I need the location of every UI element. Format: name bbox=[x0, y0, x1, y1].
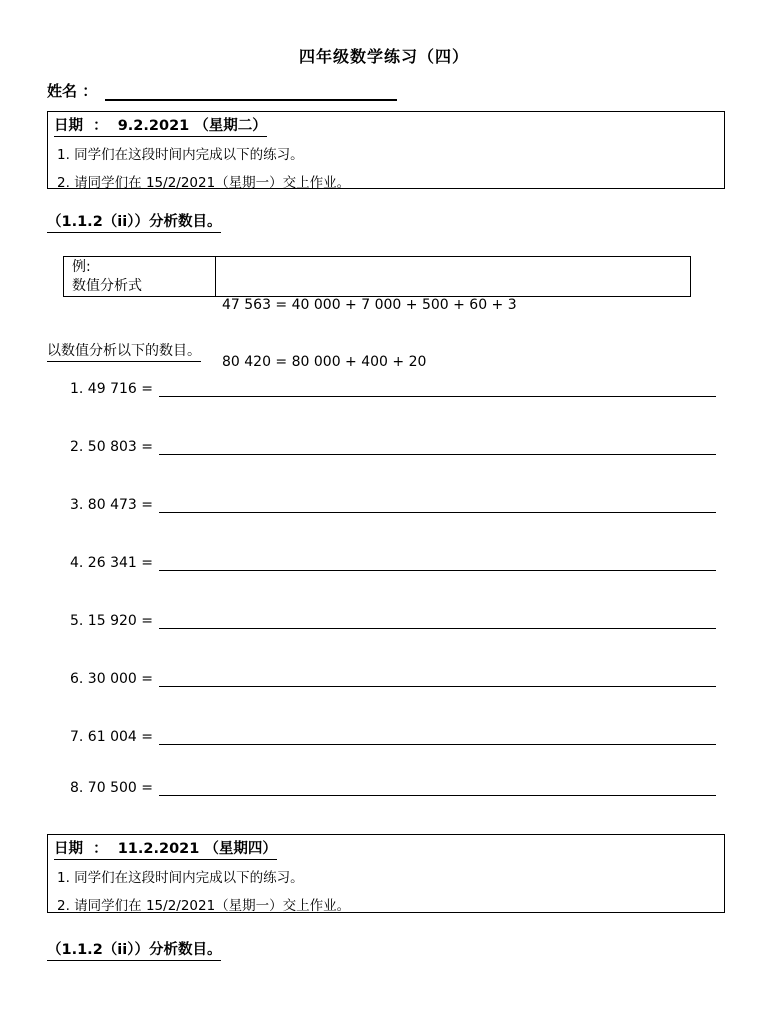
example-content-cell bbox=[216, 257, 690, 370]
answer-line-3[interactable] bbox=[159, 498, 716, 513]
note-1-2: 2. 请同学们在 15/2/2021（星期一）交上作业。 bbox=[57, 175, 351, 191]
example-label: 例: bbox=[72, 259, 91, 275]
date-label-2: 日期 ： 11.2.2021 （星期四） bbox=[54, 837, 277, 860]
example-line-2: 80 420 = 80 000 + 400 + 20 bbox=[222, 354, 427, 370]
name-row bbox=[47, 80, 397, 101]
question-row-6 bbox=[70, 671, 716, 687]
date-box-2 bbox=[47, 834, 725, 913]
name-label: 姓名 ： bbox=[47, 82, 98, 100]
question-label-5: 5. 15 920 = bbox=[70, 613, 153, 629]
question-label-3: 3. 80 473 = bbox=[70, 497, 153, 513]
answer-line-4[interactable] bbox=[159, 556, 716, 571]
section-heading-1: （1.1.2（ii））分析数目。 bbox=[47, 210, 221, 233]
note-2-1: 1. 同学们在这段时间内完成以下的练习。 bbox=[57, 870, 304, 886]
question-row-3 bbox=[70, 497, 716, 513]
answer-line-5[interactable] bbox=[159, 614, 716, 629]
section-heading-2: （1.1.2（ii））分析数目。 bbox=[47, 938, 221, 961]
question-row-2 bbox=[70, 439, 716, 455]
answer-line-6[interactable] bbox=[159, 672, 716, 687]
question-row-7 bbox=[70, 729, 716, 745]
example-line-1: 47 563 = 40 000 + 7 000 + 500 + 60 + 3 bbox=[222, 297, 517, 313]
answer-line-2[interactable] bbox=[159, 440, 716, 455]
question-row-4 bbox=[70, 555, 716, 571]
question-label-1: 1. 49 716 = bbox=[70, 381, 153, 397]
instruction-text: 以数值分析以下的数目。 bbox=[47, 340, 201, 362]
answer-line-8[interactable] bbox=[159, 781, 716, 796]
note-2-2: 2. 请同学们在 15/2/2021（星期一）交上作业。 bbox=[57, 898, 351, 914]
question-label-4: 4. 26 341 = bbox=[70, 555, 153, 571]
date-box-1 bbox=[47, 111, 725, 189]
question-label-8: 8. 70 500 = bbox=[70, 780, 153, 796]
worksheet-title: 四年级数学练习（四） bbox=[298, 47, 469, 66]
question-row-1 bbox=[70, 381, 716, 397]
question-row-8 bbox=[70, 780, 716, 796]
question-label-7: 7. 61 004 = bbox=[70, 729, 153, 745]
question-label-2: 2. 50 803 = bbox=[70, 439, 153, 455]
note-1-1: 1. 同学们在这段时间内完成以下的练习。 bbox=[57, 147, 304, 163]
date-label-1: 日期 ： 9.2.2021 （星期二） bbox=[54, 114, 267, 137]
question-label-6: 6. 30 000 = bbox=[70, 671, 153, 687]
example-label-sub: 数值分析式 bbox=[72, 278, 142, 294]
name-blank[interactable] bbox=[105, 83, 397, 101]
example-label-cell bbox=[64, 257, 216, 296]
question-row-5 bbox=[70, 613, 716, 629]
answer-line-7[interactable] bbox=[159, 730, 716, 745]
answer-line-1[interactable] bbox=[159, 382, 716, 397]
